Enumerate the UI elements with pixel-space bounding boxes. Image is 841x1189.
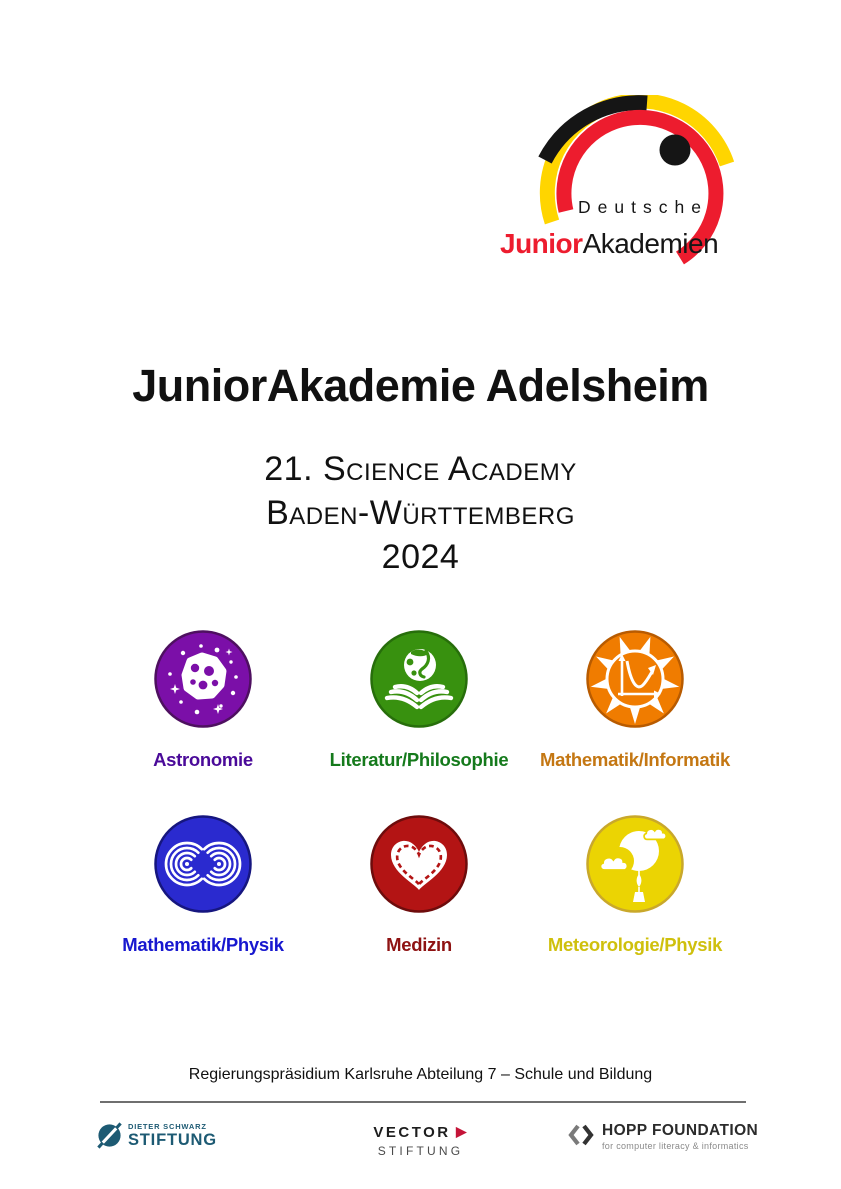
infinity-waves-icon	[153, 814, 253, 914]
circle-slash-icon	[96, 1122, 123, 1149]
course-card-mathematik-informatik	[540, 629, 730, 771]
deutsche-juniorakademien-logo	[492, 95, 744, 285]
weather-balloon-icon	[585, 814, 685, 914]
course-grid	[95, 629, 743, 956]
course-card-mathematik-physik	[122, 814, 283, 956]
course-label: Astronomie	[153, 749, 253, 770]
course-card-literatur-philosophie	[330, 629, 509, 771]
sponsor-text	[602, 1122, 758, 1151]
sponsor-hopp-foundation	[568, 1122, 758, 1151]
play-triangle-icon	[455, 1126, 468, 1139]
logo-black-dot	[660, 135, 691, 166]
angle-brackets-icon	[568, 1122, 594, 1148]
footer-divider	[100, 1101, 746, 1103]
subtitle-line-1: 21. Science Academy	[264, 450, 577, 488]
sponsor-vector-stiftung	[373, 1124, 467, 1158]
page-title: JuniorAkademie Adelsheim	[132, 360, 709, 411]
logo-text-deutsche: Deutsche	[578, 197, 708, 217]
course-label: Mathematik/Physik	[122, 934, 284, 955]
sponsor-line-2: STIFTUNG	[128, 1131, 217, 1149]
globe-book-icon	[369, 629, 469, 729]
course-card-medizin	[369, 814, 469, 956]
sponsor-dieter-schwarz-stiftung	[96, 1122, 217, 1150]
sponsor-text	[128, 1122, 217, 1150]
sponsor-text-row	[373, 1124, 467, 1141]
sponsor-line-2: for computer literacy & informatics	[602, 1141, 749, 1151]
course-label: Medizin	[386, 934, 452, 955]
logo-text-akademien: Akademien	[582, 228, 719, 259]
sponsor-line-1: HOPP FOUNDATION	[602, 1122, 759, 1139]
organizer-line: Regierungspräsidium Karlsruhe Abteilung 7 – Schule und Bildung	[188, 1066, 653, 1083]
logo-text-junior: Junior	[500, 228, 583, 259]
subtitle-line-3: 2024	[381, 538, 460, 576]
course-label: Literatur/Philosophie	[329, 749, 509, 770]
stitched-heart-icon	[369, 814, 469, 914]
sponsor-line-1: VECTOR	[373, 1124, 451, 1141]
sponsor-line-1: DIETER SCHWARZ	[128, 1122, 207, 1131]
sun-graph-icon	[585, 629, 685, 729]
course-card-astronomie	[153, 629, 253, 771]
page-subtitle	[0, 447, 841, 579]
sponsor-line-2: STIFTUNG	[377, 1144, 464, 1158]
asteroid-icon	[153, 629, 253, 729]
subtitle-line-2: Baden-Württemberg	[266, 494, 575, 532]
course-label: Mathematik/Informatik	[539, 749, 731, 770]
course-label: Meteorologie/Physik	[547, 934, 723, 955]
course-card-meteorologie-physik	[548, 814, 722, 956]
logo-text-brand	[500, 228, 718, 260]
